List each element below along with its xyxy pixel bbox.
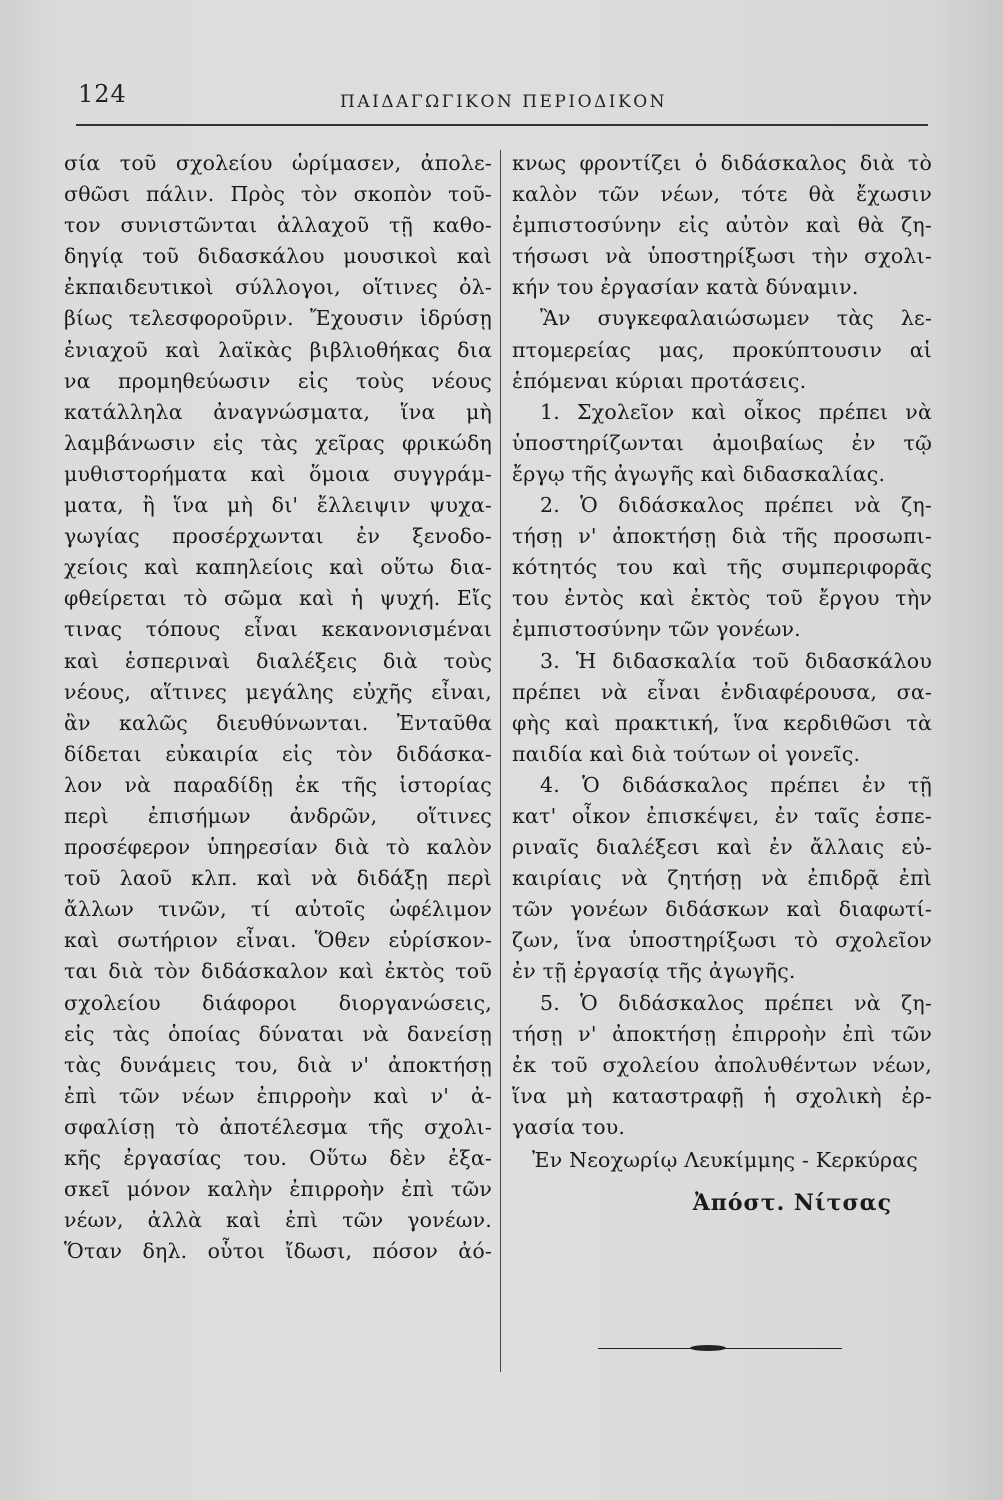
text-line: τοῦ λαοῦ κλπ. καὶ νὰ διδάξῃ περὶ [64, 866, 492, 891]
header-rule [76, 124, 928, 126]
text-line: ριναῖς διαλέξεσι καὶ ἐν ἄλλαις εὐ- [512, 835, 932, 860]
place-dateline: Ἐν Νεοχωρίῳ Λευκίμμης - Κερκύρας [532, 1148, 918, 1172]
text-line: να προμηθεύωσιν εἰς τοὺς νέους [64, 368, 492, 393]
text-line: κατ' οἶκον ἐπισκέψει, ἐν ταῖς ἑσπε- [512, 803, 932, 828]
text-line: ἐκ τοῦ σχολείου ἀπολυθέντων νέων, [512, 1052, 932, 1077]
end-ornament-dot [690, 1345, 726, 1351]
text-line: εἰς τὰς ὁποίας δύναται νὰ δανείσῃ [64, 1021, 492, 1046]
text-line: παιδία καὶ διὰ τούτων οἱ γονεῖς. [512, 741, 861, 766]
list-item-line: 1. Σχολεῖον καὶ οἶκος πρέπει νὰ [540, 399, 932, 424]
text-line: φθείρεται τὸ σῶμα καὶ ἡ ψυχή. Εἴς [64, 586, 492, 611]
text-line: κνως φροντίζει ὁ διδάσκαλος διὰ τὸ [512, 151, 932, 175]
text-line: ἵνα μὴ καταστραφῇ ἡ σχολικὴ ἐρ- [512, 1083, 932, 1108]
text-line: του ἐντὸς καὶ ἐκτὸς τοῦ ἔργου τὴν [512, 586, 932, 611]
text-line: κατάλληλα ἀναγνώσματα, ἵνα μὴ [64, 399, 492, 424]
right-text-column [512, 148, 932, 1216]
list-item-line: 3. Ἡ διδασκαλία τοῦ διδασκάλου [540, 648, 932, 673]
text-line: λον νὰ παραδίδῃ ἐκ τῆς ἱστορίας [64, 772, 492, 797]
text-line: γασία του. [512, 1114, 626, 1139]
text-line: περὶ ἐπισήμων ἀνδρῶν, οἵτινες [64, 803, 492, 828]
text-line: σχολείου διάφοροι διοργανώσεις, [64, 990, 492, 1015]
text-line: Ὅταν δηλ. οὗτοι ἴδωσι, πόσον ἀό- [64, 1239, 492, 1264]
page-number: 124 [78, 80, 127, 108]
text-line: σκεῖ μόνον καλὴν ἐπιρροὴν ἐπὶ τῶν [64, 1177, 492, 1202]
text-line: προσέφερον ὑπηρεσίαν διὰ τὸ καλὸν [64, 835, 492, 860]
text-line: νέων, ἀλλὰ καὶ ἐπὶ τῶν γονέων. [64, 1208, 492, 1233]
text-line: ἑπόμεναι κύριαι προτάσεις. [512, 368, 807, 393]
text-line: πτομερείας μας, προκύπτουσιν αἱ [512, 337, 932, 362]
text-line: καὶ σωτήριον εἶναι. Ὅθεν εὑρίσκον- [64, 928, 492, 953]
text-line: ζων, ἵνα ὑποστηρίξωσι τὸ σχολεῖον [512, 928, 932, 953]
text-line: ἔργῳ τῆς ἀγωγῆς καὶ διδασκαλίας. [512, 461, 886, 486]
text-line: ἐνιαχοῦ καὶ λαϊκὰς βιβλιοθήκας δια [64, 337, 492, 362]
text-line: ται διὰ τὸν διδάσκαλον καὶ ἐκτὸς τοῦ [64, 959, 492, 984]
text-line: ἄλλων τινῶν, τί αὐτοῖς ὠφέλιμον [64, 897, 492, 922]
text-line: ἐκπαιδευτικοὶ σύλλογοι, οἵτινες ὀλ- [64, 275, 492, 300]
text-line: βίως τελεσφοροῦριν. Ἔχουσιν ἱδρύσῃ [64, 306, 492, 331]
text-line: μυθιστορήματα καὶ ὅμοια συγγράμ- [64, 461, 492, 486]
left-text-column [64, 148, 492, 1267]
text-line: ὑποστηρίζωνται ἀμοιβαίως ἐν τῷ [512, 430, 932, 455]
text-line: ἐπὶ τῶν νέων ἐπιρροὴν καὶ ν' ἀ- [64, 1083, 492, 1108]
text-line: ἐμπιστοσύνην τῶν γονέων. [512, 617, 801, 642]
text-line: ἐν τῇ ἐργασίᾳ τῆς ἀγωγῆς. [512, 959, 796, 984]
text-line: καλὸν τῶν νέων, τότε θὰ ἔχωσιν [512, 182, 932, 207]
text-line: σία τοῦ σχολείου ὡρίμασεν, ἀπολε- [64, 151, 492, 175]
list-item-line: 4. Ὁ διδάσκαλος πρέπει ἐν τῇ [540, 772, 932, 797]
text-line: τῶν γονέων διδάσκων καὶ διαφωτί- [512, 897, 932, 922]
text-line: τήσῃ ν' ἀποκτήσῃ διὰ τῆς προσωπι- [512, 524, 932, 549]
text-line: τὰς δυνάμεις του, διὰ ν' ἀποκτήσῃ [64, 1052, 492, 1077]
column-divider [500, 150, 501, 1372]
text-line: λαμβάνωσιν εἰς τὰς χεῖρας φρικώδη [64, 430, 492, 455]
text-line: ἐμπιστοσύνην εἰς αὐτὸν καὶ θὰ ζη- [512, 213, 932, 238]
text-line: σφαλίσῃ τὸ ἀποτέλεσμα τῆς σχολι- [64, 1114, 492, 1139]
list-item-line: 5. Ὁ διδάσκαλος πρέπει νὰ ζη- [540, 990, 932, 1015]
text-line: σθῶσι πάλιν. Πρὸς τὸν σκοπὸν τοῦ- [64, 182, 492, 207]
text-line: ἂν καλῶς διευθύνωνται. Ἐνταῦθα [64, 710, 492, 735]
text-line: πρέπει νὰ εἶναι ἐνδιαφέρουσα, σα- [512, 679, 932, 704]
text-line: χείοις καὶ καπηλείοις καὶ οὕτω δια- [64, 555, 492, 580]
text-line: κῆς ἐργασίας του. Οὕτω δὲν ἐξα- [64, 1146, 492, 1170]
text-line: τινας τόπους εἶναι κεκανονισμέναι [64, 617, 492, 642]
text-line: γωγίας προσέρχωνται ἐν ξενοδο- [64, 524, 492, 549]
text-line: κότητός του καὶ τῆς συμπεριφορᾶς [512, 555, 932, 580]
text-line: νέους, αἵτινες μεγάλης εὐχῆς εἶναι, [64, 679, 492, 704]
text-line: τήσῃ ν' ἀποκτήσῃ ἐπιρροὴν ἐπὶ τῶν [512, 1021, 932, 1046]
text-line: Ἂν συγκεφαλαιώσωμεν τὰς λε- [540, 306, 932, 331]
author-signature: Ἀπόστ. Νίτσας [692, 1190, 892, 1217]
list-item-line: 2. Ὁ διδάσκαλος πρέπει νὰ ζη- [540, 493, 932, 518]
text-line: ματα, ἢ ἵνα μὴ δι' ἔλλειψιν ψυχα- [64, 493, 492, 518]
text-line: φὴς καὶ πρακτική, ἵνα κερδιθῶσι τὰ [512, 710, 932, 735]
text-line: καὶ ἑσπεριναὶ διαλέξεις διὰ τοὺς [64, 648, 492, 673]
text-line: δηγίᾳ τοῦ διδασκάλου μουσικοὶ καὶ [64, 244, 492, 269]
running-head-title: ΠΑΙΔΑΓΩΓΙΚΟΝ ΠΕΡΙΟΔΙΚΟΝ [340, 92, 668, 112]
text-line: κήν του ἐργασίαν κατὰ δύναμιν. [512, 275, 859, 300]
text-line: καιρίαις νὰ ζητήσῃ νὰ ἐπιδρᾷ ἐπὶ [512, 866, 932, 891]
text-line: τον συνιστῶνται ἀλλαχοῦ τῇ καθο- [64, 213, 492, 238]
text-line: δίδεται εὐκαιρία εἰς τὸν διδάσκα- [64, 741, 492, 766]
text-line: τήσωσι νὰ ὑποστηρίξωσι τὴν σχολι- [512, 244, 932, 269]
